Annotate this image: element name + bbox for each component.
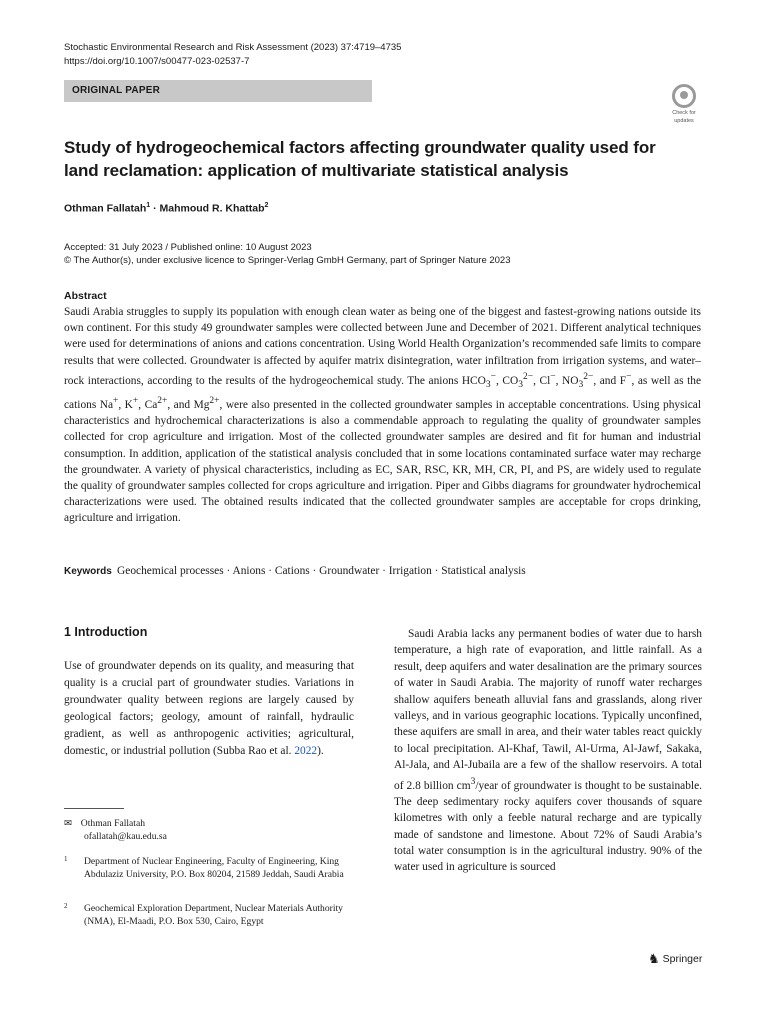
footnote-text: Geochemical Exploration Department, Nuclear Materials Authority (NMA), El-Maadi, P.O. Box 530, Cairo, Egypt — [84, 903, 343, 927]
paper-title: Study of hydrogeochemical factors affecting groundwater quality used for land reclamation: application of multivariate statistical analysis — [64, 138, 656, 180]
crossmark-icon — [672, 84, 696, 108]
abstract-text: Saudi Arabia struggles to supply its population with enough clean water as being one of the biggest and fastest-growing nations outside its own continent. For this study 49 groundwater samples were collected between June and December of 2021. Different analytical techniques were used for determinations of anions and cations concentration. Using World Health Organization’s recommended safe limits to compare results that were collected. Groundwater is affected by aquifer matrix disintegration, water infiltration from irrigation systems, and water–rock interactions, according to the results of the hydrogeochemical study. The anions $HCO_3^-$, $CO_3^{2-}$, Cl−, $NO_3^{2-}$, and F−, as well as the cations Na+, K+, $Ca^{2+}$, and $Mg^{2+}$, were also presented in the collected groundwater samples in acceptable concentrations. Using physical characteristics and hydrochemical characterizations is also a commendable approach to regulating the quality of groundwater samples collected for crop agriculture and irrigation. Most of the collected groundwater samples are desired and fit for human and industrial consumption. In addition, application of the statistical analysis concluded that in some locations contaminated surface water may recharge the groundwater. A variety of physical characteristics, including as EC, SAR, RSC, KR, MH, CR, PI, and PS, are widely used to regulate the quality of groundwater samples collected for crops agriculture and irrigation. Piper and Gibbs diagrams for groundwater hydrochemical characterizations were used. The obtained results indicated that the collected groundwater samples are acceptable for crops drinking, agriculture and irrigation. — [64, 306, 701, 525]
crossmark-label-2: updates — [674, 118, 694, 124]
author-list — [64, 202, 268, 215]
footnote-divider — [64, 808, 124, 809]
footnote-number: 2 — [64, 902, 68, 910]
publication-dates: Accepted: 31 July 2023 / Published online: 10 August 2023 — [64, 242, 312, 253]
affiliation-marker: 1 — [146, 202, 151, 209]
author-name[interactable]: Mahmoud R. Khattab — [159, 202, 265, 215]
affiliation-footnote — [64, 902, 356, 928]
author-separator: · — [150, 202, 160, 215]
publisher-name: Springer — [662, 953, 703, 965]
footnote-number: 1 — [64, 855, 68, 863]
copyright-line: © The Author(s), under exclusive licence to Springer-Verlag GmbH Germany, part of Springer Nature 2023 — [64, 255, 511, 266]
journal-citation: Stochastic Environmental Research and Risk Assessment (2023) 37:4719–4735 — [64, 42, 402, 53]
author-name[interactable]: Othman Fallatah — [64, 202, 147, 215]
keywords-line — [64, 565, 704, 577]
affiliation-marker: 2 — [264, 202, 269, 209]
check-for-updates-badge[interactable] — [666, 84, 702, 124]
springer-horse-icon: ♞ — [648, 951, 660, 966]
introduction-right-column: Saudi Arabia lacks any permanent bodies of water due to harsh temperature, a high rate of evaporation, and little rainfall. As a result, deep aquifers and water desalination are the primary sources of water in Saudi Arabia. The majority of runoff water recharges shallow aquifers beneath alluvial fans and grasslands, along river valleys, and in various geographic locations. Typically unconfined, these aquifers are small in area, and their water tables react quickly to local precipitation. Al-Khaf, Tawil, Al-Urma, Al-Jawf, Sakaka, Al-Jala, and Al-Jubaila are a few of the shallow reservoirs. A total of 2.8 billion $cm^3$/year of groundwater is thought to be sustainable. The deep sedimentary rocky aquifers cover thousands of square kilometres with only a feeble natural recharge and are typically made of sandstone and limestone. About 72% of Saudi Arabia’s total water consumption is in the agricultural industry. 90% of the water used in agriculture is sourced — [394, 628, 702, 874]
doi-link[interactable]: https://doi.org/10.1007/s00477-023-02537-7 — [64, 56, 250, 67]
keywords-heading: Keywords — [64, 566, 112, 577]
footnote-text: Department of Nuclear Engineering, Faculty of Engineering, King Abdulaziz University, P.O. Box 80204, 21589 Jeddah, Saudi Arabia — [84, 856, 344, 880]
abstract-heading: Abstract — [64, 290, 107, 302]
article-type-banner: ORIGINAL PAPER — [64, 80, 372, 102]
corresponding-author — [64, 817, 167, 843]
keywords-list: Geochemical processes · Anions · Cations · Groundwater · Irrigation · Statistical analysis — [117, 565, 526, 577]
publisher-logo — [648, 951, 702, 967]
contact-name: Othman Fallatah — [80, 818, 146, 829]
introduction-left-column: Use of groundwater depends on its quality, and measuring that quality is a crucial part of groundwater studies. Variations in groundwater quality between regions are largely caused by geological factors; geology, amount of rainfall, hydraulic gradient, as well as anthropogenic activities; agricultural, domestic, or industrial pollution (Subba Rao et al. 2022). — [64, 660, 354, 757]
envelope-icon: ✉ — [64, 818, 73, 829]
contact-email[interactable]: ofallatah@kau.edu.sa — [84, 831, 167, 842]
crossmark-label-1: Check for — [672, 110, 696, 116]
affiliation-footnote — [64, 855, 356, 881]
citation-link[interactable]: 2022 — [294, 745, 318, 757]
section-heading-introduction: 1 Introduction — [64, 625, 148, 639]
